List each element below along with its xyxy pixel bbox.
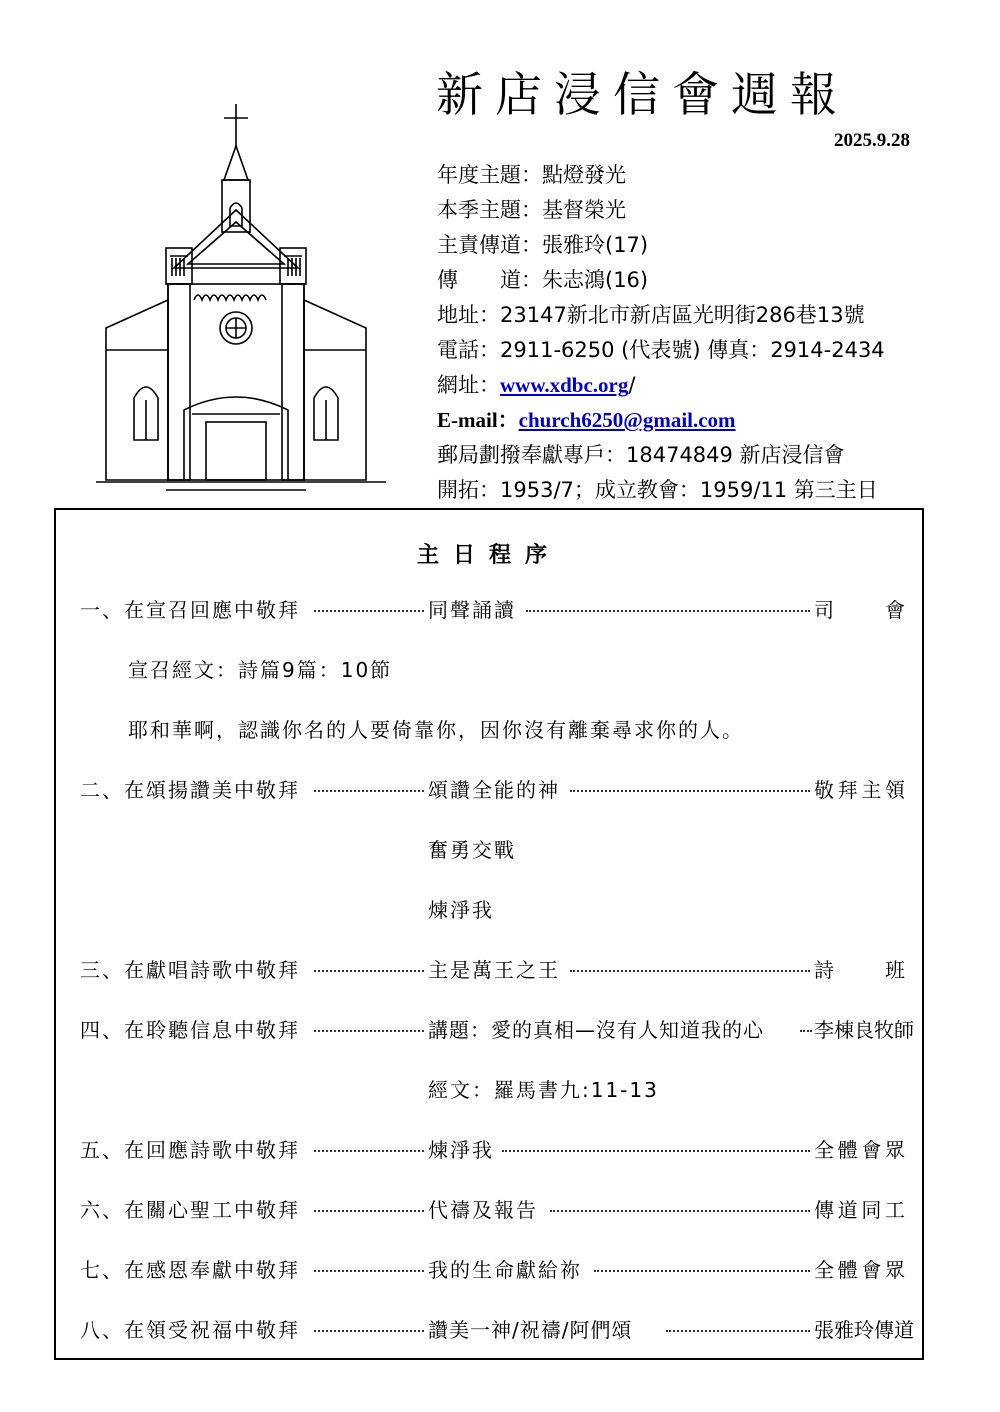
season-theme-line xyxy=(437,193,917,228)
program-item-part: 四、在聆聽信息中敬拜 xyxy=(80,1018,300,1042)
address-label: 地址： xyxy=(437,303,500,327)
program-item xyxy=(56,1132,922,1168)
program-item xyxy=(56,1312,922,1348)
annual-theme-label: 年度主題： xyxy=(437,163,542,187)
program-item xyxy=(56,1252,922,1288)
program-item-content: 主是萬王之王 xyxy=(428,958,560,982)
email-label: E-mail： xyxy=(437,408,519,432)
call-scripture: 宣召經文：詩篇9篇：10節 xyxy=(128,658,393,682)
phone-line xyxy=(437,333,917,368)
preacher-label: 傳 道： xyxy=(437,268,542,292)
web-suffix: / xyxy=(628,373,636,397)
program-item-content: 讚美一神/祝禱/阿們頌 xyxy=(428,1318,633,1342)
program-item-part: 二、在頌揚讚美中敬拜 xyxy=(80,778,300,802)
song-row xyxy=(56,892,922,928)
call-scripture-row xyxy=(56,652,922,688)
song-row xyxy=(56,832,922,868)
program-item-leader: 全體會眾 xyxy=(814,1138,906,1162)
email-line xyxy=(437,403,917,438)
church-info xyxy=(437,158,917,508)
sermon-scripture: 經文：羅馬書九:11-13 xyxy=(428,1078,659,1102)
email-link[interactable]: church6250@gmail.com xyxy=(518,408,736,432)
leader-dots xyxy=(314,970,424,972)
preacher-line xyxy=(437,263,917,298)
program-item-content: 講題：愛的真相—沒有人知道我的心 xyxy=(428,1018,764,1042)
season-theme-label: 本季主題： xyxy=(437,198,542,222)
address: 23147新北市新店區光明街286巷13號 xyxy=(500,303,865,327)
annual-theme: 點燈發光 xyxy=(542,163,626,187)
program-item-content: 同聲誦讀 xyxy=(428,598,516,622)
program-item-leader: 詩 班 xyxy=(814,958,906,982)
program-item-part: 六、在關心聖工中敬拜 xyxy=(80,1198,300,1222)
leader-dots xyxy=(314,1330,424,1332)
leader-dots xyxy=(570,970,810,972)
program-item xyxy=(56,1192,922,1228)
leader-dots xyxy=(550,1210,810,1212)
website-link[interactable]: www.xdbc.org xyxy=(500,373,629,397)
program-box xyxy=(54,508,924,1360)
leader-dots xyxy=(526,610,810,612)
program-item-part: 七、在感恩奉獻中敬拜 xyxy=(80,1258,300,1282)
program-item-leader: 李棟良牧師 xyxy=(814,1018,914,1042)
program-item-part: 三、在獻唱詩歌中敬拜 xyxy=(80,958,300,982)
leader-dots xyxy=(314,1030,424,1032)
founded-line: 開拓：1953/7；成立教會：1959/11 第三主日 xyxy=(437,478,878,502)
bulletin-date: 2025.9.28 xyxy=(834,130,910,151)
program-item-leader: 張雅玲傳道 xyxy=(814,1318,914,1342)
bulletin-title: 新店浸信會週報 xyxy=(436,68,849,123)
program-item xyxy=(56,592,922,628)
program-item-part: 一、在宣召回應中敬拜 xyxy=(80,598,300,622)
annual-theme-line xyxy=(437,158,917,193)
program-item-content: 代禱及報告 xyxy=(428,1198,538,1222)
leader-dots xyxy=(314,790,424,792)
leader-dots xyxy=(570,790,810,792)
season-theme: 基督榮光 xyxy=(542,198,626,222)
program-item-leader: 敬拜主領 xyxy=(814,778,906,802)
program-item xyxy=(56,952,922,988)
program-item-leader: 全體會眾 xyxy=(814,1258,906,1282)
sermon-scripture-row xyxy=(56,1072,922,1108)
pastor-line xyxy=(437,228,917,263)
program-item xyxy=(56,772,922,808)
program-item-content: 我的生命獻給祢 xyxy=(428,1258,582,1282)
leader-dots xyxy=(314,1150,424,1152)
pastor: 張雅玲(17) xyxy=(542,233,649,257)
program-item-leader: 傳道同工 xyxy=(814,1198,906,1222)
phone: 2911-6250 (代表號) 傳真：2914-2434 xyxy=(500,338,885,362)
preacher: 朱志鴻(16) xyxy=(542,268,649,292)
program-item xyxy=(56,1012,922,1048)
call-verse-row xyxy=(56,712,922,748)
web-label: 網址： xyxy=(437,373,500,397)
pastor-label: 主責傳道： xyxy=(437,233,542,257)
program-item-part: 八、在領受祝福中敬拜 xyxy=(80,1318,300,1342)
program-item-leader: 司 會 xyxy=(814,598,906,622)
song-title: 煉淨我 xyxy=(428,898,494,922)
church-illustration xyxy=(96,100,396,500)
leader-dots xyxy=(314,610,424,612)
web-line xyxy=(437,368,917,403)
leader-dots xyxy=(666,1330,810,1332)
program-title: 主日程序 xyxy=(416,543,561,568)
phone-label: 電話： xyxy=(437,338,500,362)
postal-line: 郵局劃撥奉獻專戶：18474849 新店浸信會 xyxy=(437,443,845,467)
address-line xyxy=(437,298,917,333)
leader-dots xyxy=(314,1210,424,1212)
leader-dots xyxy=(800,1030,812,1032)
program-item-content: 頌讚全能的神 xyxy=(428,778,560,802)
leader-dots xyxy=(314,1270,424,1272)
program-item-part: 五、在回應詩歌中敬拜 xyxy=(80,1138,300,1162)
call-verse: 耶和華啊，認識你名的人要倚靠你，因你沒有離棄尋求你的人。 xyxy=(128,718,744,742)
song-title: 奮勇交戰 xyxy=(428,838,516,862)
leader-dots xyxy=(502,1150,810,1152)
program-item-content: 煉淨我 xyxy=(428,1138,494,1162)
leader-dots xyxy=(594,1270,810,1272)
